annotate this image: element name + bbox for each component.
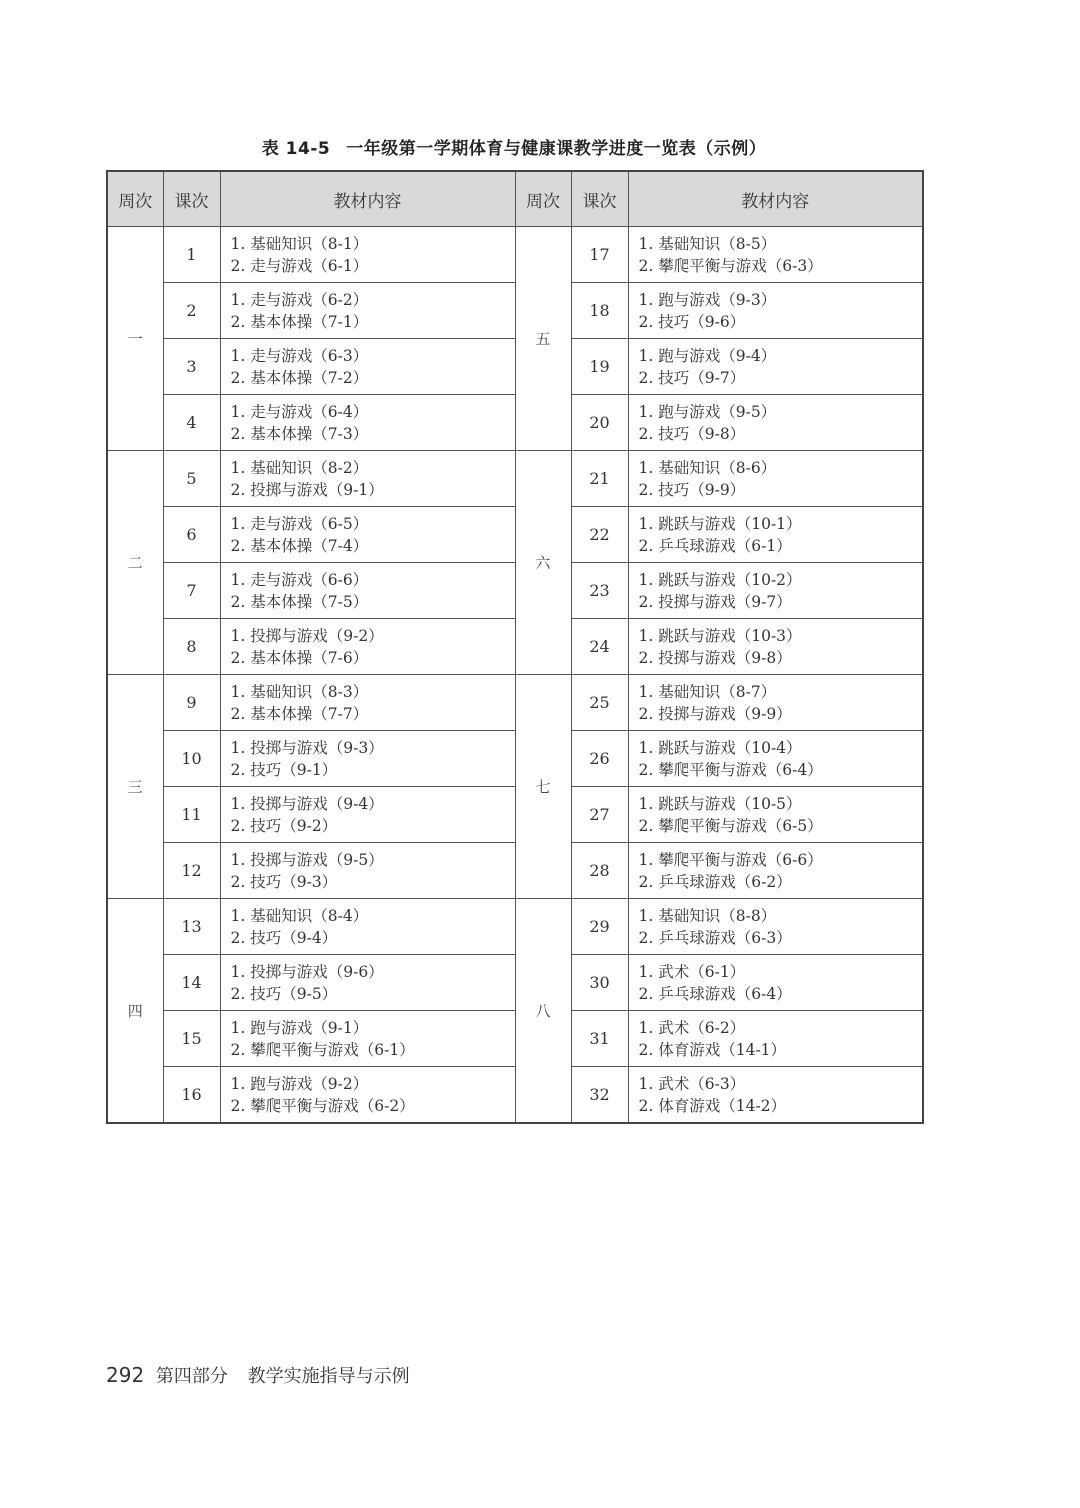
lesson-number-right: 24 bbox=[571, 619, 628, 675]
content-line: 2. 攀爬平衡与游戏（6-1） bbox=[230, 1040, 415, 1059]
content-line: 1. 跳跃与游戏（10-3） bbox=[638, 626, 802, 645]
lesson-content-left bbox=[220, 339, 515, 395]
lesson-number-left: 5 bbox=[163, 451, 220, 507]
lesson-number-left: 11 bbox=[163, 787, 220, 843]
week-cell-right: 八 bbox=[515, 899, 571, 1124]
lesson-content-right bbox=[628, 619, 923, 675]
content-line: 1. 走与游戏（6-3） bbox=[230, 346, 369, 365]
content-line: 1. 跳跃与游戏（10-4） bbox=[638, 738, 802, 757]
lesson-number-right: 20 bbox=[571, 395, 628, 451]
lesson-number-left: 12 bbox=[163, 843, 220, 899]
table-row bbox=[107, 451, 923, 507]
content-line: 2. 攀爬平衡与游戏（6-5） bbox=[638, 816, 823, 835]
week-cell-left: 一 bbox=[107, 227, 163, 451]
lesson-content-left bbox=[220, 619, 515, 675]
table-row bbox=[107, 227, 923, 283]
lesson-content-right bbox=[628, 227, 923, 283]
lesson-number-left: 4 bbox=[163, 395, 220, 451]
lesson-number-right: 19 bbox=[571, 339, 628, 395]
lesson-content-right bbox=[628, 1011, 923, 1067]
lesson-number-right: 28 bbox=[571, 843, 628, 899]
content-line: 1. 武术（6-3） bbox=[638, 1074, 746, 1093]
lesson-number-right: 32 bbox=[571, 1067, 628, 1124]
lesson-number-left: 1 bbox=[163, 227, 220, 283]
header-week-left: 周次 bbox=[107, 171, 163, 227]
content-line: 1. 走与游戏（6-2） bbox=[230, 290, 369, 309]
lesson-content-right bbox=[628, 395, 923, 451]
lesson-content-left bbox=[220, 899, 515, 955]
lesson-number-left: 13 bbox=[163, 899, 220, 955]
content-line: 1. 跑与游戏（9-5） bbox=[638, 402, 777, 421]
table-title: 一年级第一学期体育与健康课教学进度一览表（示例） bbox=[346, 139, 767, 159]
content-line: 1. 基础知识（8-4） bbox=[230, 906, 369, 925]
lesson-number-left: 3 bbox=[163, 339, 220, 395]
lesson-content-right bbox=[628, 339, 923, 395]
content-line: 2. 投掷与游戏（9-9） bbox=[638, 704, 792, 723]
content-line: 2. 乒乓球游戏（6-1） bbox=[638, 536, 792, 555]
table-row bbox=[107, 675, 923, 731]
lesson-content-right bbox=[628, 283, 923, 339]
content-line: 2. 体育游戏（14-2） bbox=[638, 1096, 787, 1115]
content-line: 1. 投掷与游戏（9-6） bbox=[230, 962, 384, 981]
page-number: 292 bbox=[106, 1363, 145, 1387]
content-line: 1. 基础知识（8-6） bbox=[638, 458, 777, 477]
lesson-content-right bbox=[628, 507, 923, 563]
content-line: 2. 技巧（9-7） bbox=[638, 368, 746, 387]
lesson-number-right: 22 bbox=[571, 507, 628, 563]
content-line: 2. 攀爬平衡与游戏（6-3） bbox=[638, 256, 823, 275]
week-cell-right: 七 bbox=[515, 675, 571, 899]
lesson-content-right bbox=[628, 563, 923, 619]
content-line: 2. 基本体操（7-2） bbox=[230, 368, 369, 387]
content-line: 2. 基本体操（7-6） bbox=[230, 648, 369, 667]
table-number: 表 14-5 bbox=[261, 139, 331, 159]
lesson-content-left bbox=[220, 507, 515, 563]
content-line: 1. 攀爬平衡与游戏（6-6） bbox=[638, 850, 823, 869]
lesson-content-left bbox=[220, 731, 515, 787]
lesson-content-right bbox=[628, 1067, 923, 1124]
content-line: 1. 跳跃与游戏（10-1） bbox=[638, 514, 802, 533]
content-line: 2. 技巧（9-6） bbox=[638, 312, 746, 331]
lesson-number-right: 30 bbox=[571, 955, 628, 1011]
header-lesson-left: 课次 bbox=[163, 171, 220, 227]
lesson-number-left: 7 bbox=[163, 563, 220, 619]
week-cell-left: 二 bbox=[107, 451, 163, 675]
content-line: 2. 乒乓球游戏（6-2） bbox=[638, 872, 792, 891]
content-line: 1. 基础知识（8-2） bbox=[230, 458, 369, 477]
header-content-left: 教材内容 bbox=[220, 171, 515, 227]
header-row bbox=[107, 171, 923, 227]
header-week-right: 周次 bbox=[515, 171, 571, 227]
lesson-number-left: 14 bbox=[163, 955, 220, 1011]
week-cell-right: 六 bbox=[515, 451, 571, 675]
lesson-number-right: 23 bbox=[571, 563, 628, 619]
lesson-content-left bbox=[220, 955, 515, 1011]
content-line: 1. 基础知识（8-7） bbox=[638, 682, 777, 701]
content-line: 2. 走与游戏（6-1） bbox=[230, 256, 369, 275]
table-row bbox=[107, 899, 923, 955]
lesson-content-right bbox=[628, 451, 923, 507]
lesson-content-right bbox=[628, 787, 923, 843]
footer-part: 第四部分 bbox=[155, 1366, 228, 1387]
content-line: 1. 跑与游戏（9-2） bbox=[230, 1074, 369, 1093]
content-line: 1. 投掷与游戏（9-2） bbox=[230, 626, 384, 645]
lesson-number-left: 10 bbox=[163, 731, 220, 787]
lesson-number-left: 8 bbox=[163, 619, 220, 675]
content-line: 1. 跑与游戏（9-3） bbox=[638, 290, 777, 309]
content-line: 2. 乒乓球游戏（6-3） bbox=[638, 928, 792, 947]
content-line: 2. 技巧（9-9） bbox=[638, 480, 746, 499]
lesson-content-left bbox=[220, 283, 515, 339]
page-footer bbox=[106, 1362, 410, 1388]
lesson-number-right: 29 bbox=[571, 899, 628, 955]
lesson-number-left: 2 bbox=[163, 283, 220, 339]
footer-section: 教学实施指导与示例 bbox=[247, 1366, 410, 1387]
content-line: 2. 技巧（9-5） bbox=[230, 984, 338, 1003]
table-caption bbox=[105, 134, 923, 159]
lesson-number-right: 17 bbox=[571, 227, 628, 283]
content-line: 2. 基本体操（7-1） bbox=[230, 312, 369, 331]
lesson-content-left bbox=[220, 843, 515, 899]
lesson-content-right bbox=[628, 843, 923, 899]
content-line: 2. 攀爬平衡与游戏（6-4） bbox=[638, 760, 823, 779]
content-line: 1. 跑与游戏（9-4） bbox=[638, 346, 777, 365]
content-line: 2. 体育游戏（14-1） bbox=[638, 1040, 787, 1059]
content-line: 1. 走与游戏（6-5） bbox=[230, 514, 369, 533]
lesson-content-left bbox=[220, 675, 515, 731]
content-line: 2. 技巧（9-1） bbox=[230, 760, 338, 779]
header-lesson-right: 课次 bbox=[571, 171, 628, 227]
content-line: 1. 投掷与游戏（9-3） bbox=[230, 738, 384, 757]
lesson-content-left bbox=[220, 451, 515, 507]
content-line: 2. 投掷与游戏（9-8） bbox=[638, 648, 792, 667]
lesson-content-right bbox=[628, 675, 923, 731]
lesson-content-right bbox=[628, 899, 923, 955]
lesson-content-right bbox=[628, 955, 923, 1011]
content-line: 1. 基础知识（8-3） bbox=[230, 682, 369, 701]
content-line: 2. 乒乓球游戏（6-4） bbox=[638, 984, 792, 1003]
content-line: 2. 投掷与游戏（9-7） bbox=[638, 592, 792, 611]
lesson-content-left bbox=[220, 227, 515, 283]
content-line: 2. 技巧（9-2） bbox=[230, 816, 338, 835]
content-line: 2. 技巧（9-8） bbox=[638, 424, 746, 443]
lesson-number-left: 6 bbox=[163, 507, 220, 563]
lesson-number-right: 18 bbox=[571, 283, 628, 339]
lesson-content-left bbox=[220, 787, 515, 843]
content-line: 1. 基础知识（8-5） bbox=[638, 234, 777, 253]
lesson-number-right: 21 bbox=[571, 451, 628, 507]
lesson-number-right: 26 bbox=[571, 731, 628, 787]
week-cell-left: 四 bbox=[107, 899, 163, 1124]
content-line: 1. 走与游戏（6-6） bbox=[230, 570, 369, 589]
lesson-content-left bbox=[220, 563, 515, 619]
week-cell-left: 三 bbox=[107, 675, 163, 899]
content-line: 1. 跳跃与游戏（10-5） bbox=[638, 794, 802, 813]
lesson-content-left bbox=[220, 1011, 515, 1067]
content-line: 2. 投掷与游戏（9-1） bbox=[230, 480, 384, 499]
content-line: 2. 基本体操（7-3） bbox=[230, 424, 369, 443]
content-line: 2. 基本体操（7-5） bbox=[230, 592, 369, 611]
content-line: 1. 武术（6-2） bbox=[638, 1018, 746, 1037]
lesson-number-left: 15 bbox=[163, 1011, 220, 1067]
content-line: 1. 跑与游戏（9-1） bbox=[230, 1018, 369, 1037]
lesson-content-left bbox=[220, 1067, 515, 1124]
content-line: 2. 技巧（9-4） bbox=[230, 928, 338, 947]
content-line: 1. 走与游戏（6-4） bbox=[230, 402, 369, 421]
content-line: 1. 基础知识（8-1） bbox=[230, 234, 369, 253]
content-line: 2. 基本体操（7-7） bbox=[230, 704, 369, 723]
lesson-number-right: 25 bbox=[571, 675, 628, 731]
content-line: 2. 攀爬平衡与游戏（6-2） bbox=[230, 1096, 415, 1115]
lesson-content-left bbox=[220, 395, 515, 451]
content-line: 1. 跳跃与游戏（10-2） bbox=[638, 570, 802, 589]
lesson-number-right: 31 bbox=[571, 1011, 628, 1067]
content-line: 1. 投掷与游戏（9-5） bbox=[230, 850, 384, 869]
content-line: 1. 基础知识（8-8） bbox=[638, 906, 777, 925]
lesson-number-left: 9 bbox=[163, 675, 220, 731]
content-line: 2. 技巧（9-3） bbox=[230, 872, 338, 891]
lesson-content-right bbox=[628, 731, 923, 787]
lesson-number-left: 16 bbox=[163, 1067, 220, 1124]
content-line: 2. 基本体操（7-4） bbox=[230, 536, 369, 555]
week-cell-right: 五 bbox=[515, 227, 571, 451]
header-content-right: 教材内容 bbox=[628, 171, 923, 227]
schedule-table bbox=[106, 170, 924, 1124]
content-line: 1. 投掷与游戏（9-4） bbox=[230, 794, 384, 813]
content-line: 1. 武术（6-1） bbox=[638, 962, 746, 981]
lesson-number-right: 27 bbox=[571, 787, 628, 843]
